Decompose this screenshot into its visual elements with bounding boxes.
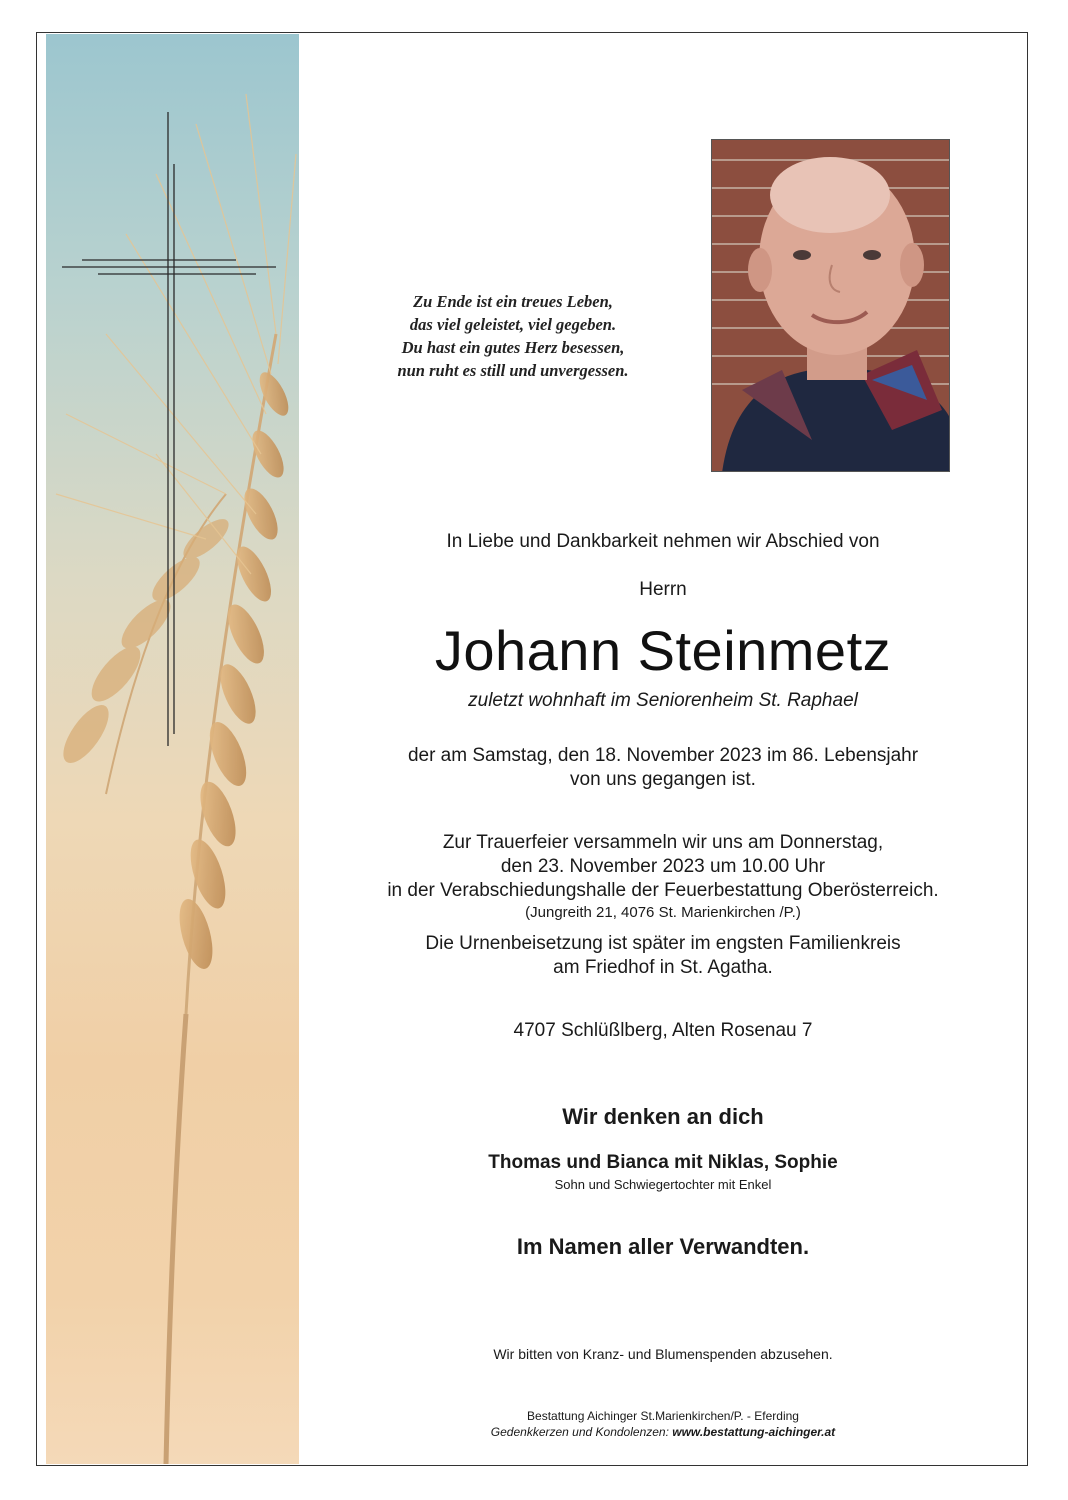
family-names: Thomas und Bianca mit Niklas, Sophie <box>488 1152 838 1173</box>
relatives-line: Im Namen aller Verwandten. <box>516 1234 810 1259</box>
poem-line: nun ruht es still und unvergessen. <box>397 361 629 380</box>
footer-link[interactable]: www.bestattung-aichinger.at <box>672 1425 836 1439</box>
urn-line-2: am Friedhof in St. Agatha. <box>553 957 773 978</box>
footer-line-2 <box>300 1424 1026 1440</box>
family-relation: Sohn und Schwiegertochter mit Enkel <box>554 1177 772 1192</box>
intro-text: In Liebe und Dankbarkeit nehmen wir Abschied von <box>446 531 880 552</box>
portrait-photo <box>711 139 950 472</box>
wheat-illustration <box>46 34 299 1464</box>
poem <box>348 290 678 382</box>
deceased-name: Johann Steinmetz <box>434 619 892 682</box>
notice-content <box>300 34 1026 1464</box>
ceremony-line-3: in der Verabschiedungshalle der Feuerbestattung Oberösterreich. <box>387 880 939 901</box>
salutation: Herrn <box>639 579 687 600</box>
ceremony-line-1: Zur Trauerfeier versammeln wir uns am Donnerstag, <box>442 832 884 853</box>
ceremony-line-2: den 23. November 2023 um 10.00 Uhr <box>500 856 826 877</box>
home-address: 4707 Schlüßlberg, Alten Rosenau 7 <box>513 1020 813 1041</box>
death-line-1: der am Samstag, den 18. November 2023 im 86. Lebensjahr <box>407 745 919 766</box>
side-panel <box>46 34 299 1464</box>
footer-prefix: Gedenkkerzen und Kondolenzen: <box>490 1425 673 1439</box>
urn-line-1: Die Urnenbeisetzung ist später im engsten Familienkreis <box>425 933 901 954</box>
footer-line-1: Bestattung Aichinger St.Marienkirchen/P. - Eferding <box>527 1409 799 1423</box>
poem-line: das viel geleistet, viel gegeben. <box>409 315 617 334</box>
remembrance-heading: Wir denken an dich <box>562 1104 764 1129</box>
donation-request: Wir bitten von Kranz- und Blumenspenden abzusehen. <box>493 1346 833 1362</box>
residence: zuletzt wohnhaft im Seniorenheim St. Raphael <box>468 690 858 711</box>
poem-line: Du hast ein gutes Herz besessen, <box>401 338 625 357</box>
poem-line: Zu Ende ist ein treues Leben, <box>413 292 613 311</box>
ceremony-address: (Jungreith 21, 4076 St. Marienkirchen /P.) <box>525 904 801 921</box>
death-line-2: von uns gegangen ist. <box>570 769 756 790</box>
